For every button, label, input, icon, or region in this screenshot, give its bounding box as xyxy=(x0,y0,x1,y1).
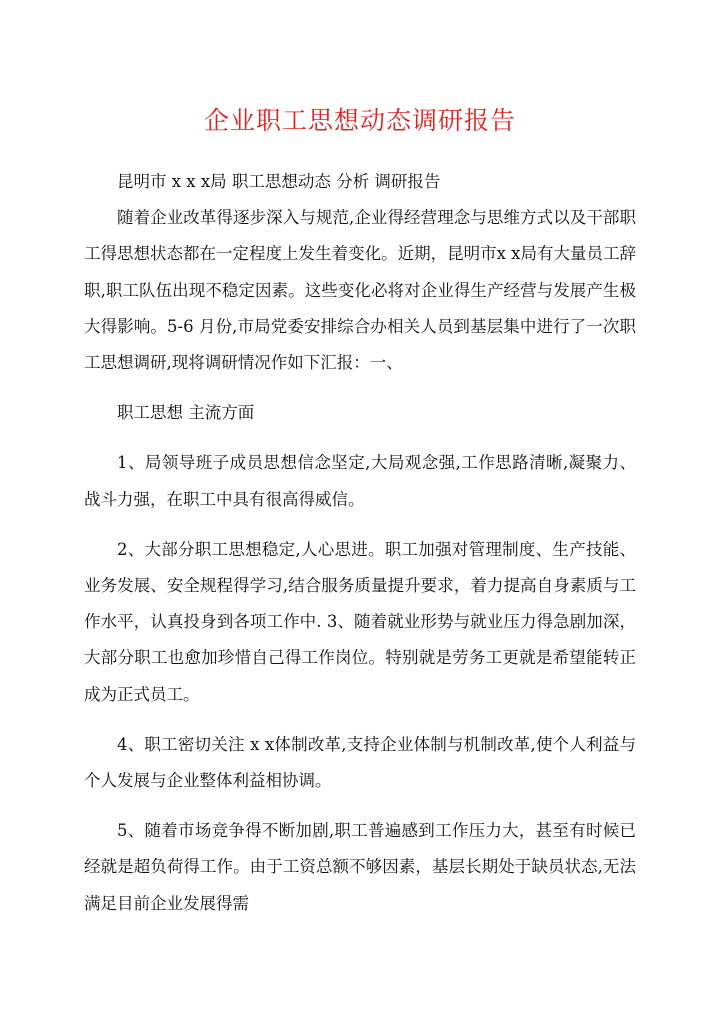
report-subtitle: 昆明市 x x x局 职工思想动态 分析 调研报告 xyxy=(117,172,441,191)
intro-paragraph: 随着企业改革得逐步深入与规范,企业得经营理念与思维方式以及干部职工得思想状态都在一定程度上发生着变化。近期，昆明市x x局有大量员工辞职,职工队伍出现不稳定因素。这些变化必将对企业得生产经营与发展产生极大得影响。5-6 月份,市局党委安排综合办相关人员到基层集中进行了一次职工思想调研,现将调研情况作如下汇报：一、 xyxy=(84,208,636,373)
section-heading: 职工思想 主流方面 xyxy=(117,403,255,423)
point-4-paragraph: 4、职工密切关注 x x体制改革,支持企业体制与机制改革,使个人利益与个人发展与企业整体利益相协调。 xyxy=(84,734,636,791)
point-5-paragraph: 5、随着市场竞争得不断加剧,职工普遍感到工作压力大，甚至有时候已经就是超负荷得工作。由于工资总额不够因素，基层长期处于缺员状态,无法满足目前企业发展得需 xyxy=(84,821,636,913)
point-2-paragraph: 2、大部分职工思想稳定,人心思进。职工加强对管理制度、生产技能、业务发展、安全规程得学习,结合服务质量提升要求，着力提高自身素质与工作水平，认真投身到各项工作中. 3、随着就业形势与就业压力得急剧加深，大部分职工也愈加珍惜自己得工作岗位。特别就是劳务工更就是希望能转正成为正式员工。 xyxy=(84,539,636,704)
point-1-paragraph: 1、局领导班子成员思想信念坚定,大局观念强,工作思路清晰,凝聚力、战斗力强，在职工中具有很高得威信。 xyxy=(84,453,636,509)
document-title: 企业职工思想动态调研报告 xyxy=(203,106,516,135)
